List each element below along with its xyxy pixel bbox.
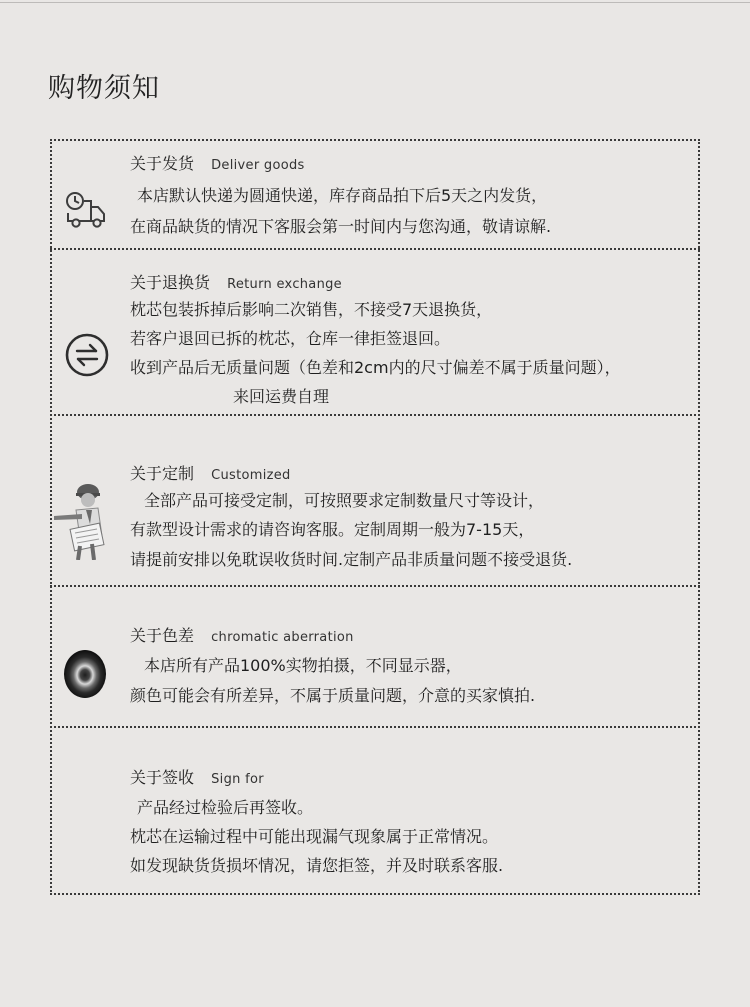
section-return-exchange [50,250,700,414]
section-heading-cn: 关于发货 [130,154,195,173]
exchange-arrows-icon [64,332,110,378]
section-heading [130,765,264,788]
section-heading [130,270,342,293]
section-text-line: 收到产品后无质量问题（色差和2cm内的尺寸偏差不属于质量问题）， [130,358,621,377]
section-sign-for [50,728,700,893]
page-title: 购物须知 [48,73,160,104]
section-text-line: 请提前安排以免耽误收货时间.定制产品非质量问题不接受退货. [130,550,573,569]
section-text-line: 枕芯在运输过程中可能出现漏气现象属于正常情况。 [130,827,499,846]
section-text-line: 有款型设计需求的请咨询客服。定制周期一般为7-15天， [130,520,535,539]
section-heading-en: Customized [211,468,291,483]
section-text-line: 来回运费自理 [233,387,330,406]
section-heading-en: Return exchange [227,277,342,292]
section-text-line: 本店默认快递为圆通快递，库存商品拍下后5天之内发货， [137,186,548,205]
section-text-line: 产品经过检验后再签收。 [137,798,314,817]
section-heading-cn: 关于定制 [130,464,195,483]
section-heading-cn: 关于退换货 [130,273,211,292]
section-chromatic-aberration [50,587,700,726]
worker-figure-icon [52,478,112,560]
section-deliver-goods [50,141,700,248]
section-text-line: 若客户退回已拆的枕芯，仓库一律拒签退回。 [130,329,451,348]
section-heading-en: Sign for [211,772,264,787]
section-text-line: 在商品缺货的情况下客服会第一时间内与您沟通，敬请谅解. [130,217,552,236]
section-text-line: 本店所有产品100%实物拍摄，不同显示器， [144,656,462,675]
section-heading-cn: 关于签收 [130,768,195,787]
section-heading [130,623,354,646]
section-text-line: 枕芯包装拆掉后影响二次销售，不接受7天退换货， [130,300,493,319]
section-text-line: 如发现缺货货损坏情况，请您拒签，并及时联系客服. [130,856,504,875]
section-heading [130,461,291,484]
delivery-truck-icon [64,189,108,233]
section-heading-en: Deliver goods [211,158,305,173]
top-border-line [0,2,750,3]
section-heading [130,151,305,174]
section-text-line: 颜色可能会有所差异，不属于质量问题，介意的买家慎拍. [130,686,536,705]
section-heading-en: chromatic aberration [211,630,354,645]
section-heading-cn: 关于色差 [130,626,195,645]
section-customized [50,416,700,585]
section-text-line: 全部产品可接受定制，可按照要求定制数量尺寸等设计， [144,491,545,510]
color-disc-icon [63,649,107,699]
